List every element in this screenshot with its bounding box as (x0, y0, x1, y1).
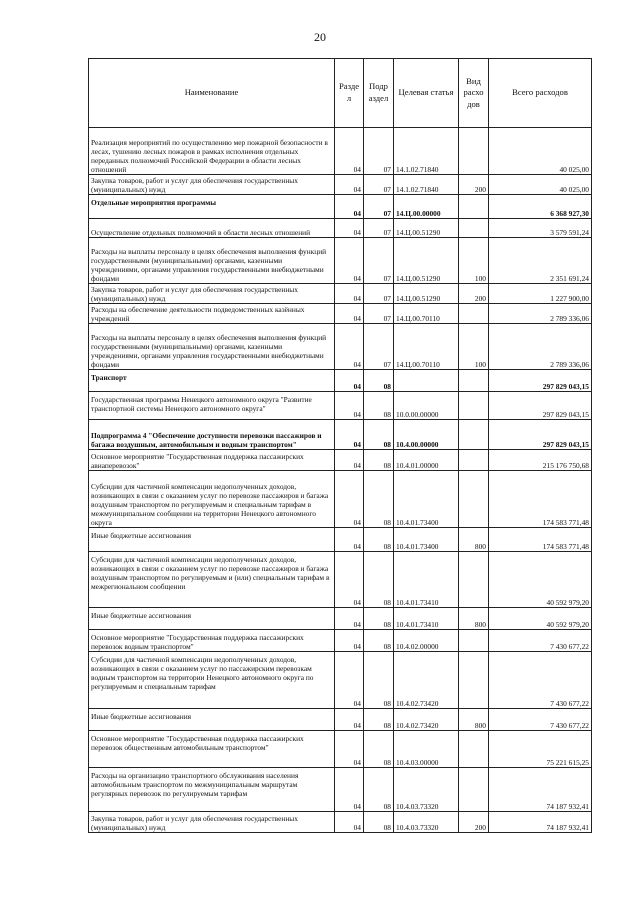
row-target-article: 14.1.02.71840 (394, 128, 459, 175)
row-subsection: 07 (364, 128, 394, 175)
row-section: 04 (335, 528, 364, 552)
row-subsection: 07 (364, 304, 394, 324)
row-subsection: 08 (364, 812, 394, 833)
row-target-article: 10.4.01.73400 (394, 471, 459, 528)
table-row (89, 608, 592, 630)
row-expense-type: 100 (459, 238, 489, 284)
row-expense-type (459, 652, 489, 709)
table-header-row (89, 59, 592, 128)
row-target-article (394, 370, 459, 392)
row-section: 04 (335, 768, 364, 812)
row-section: 04 (335, 370, 364, 392)
header-total: Всего расходов (489, 59, 592, 128)
row-section: 04 (335, 812, 364, 833)
row-subsection: 08 (364, 630, 394, 652)
row-section: 04 (335, 324, 364, 370)
row-target-article: 10.0.00.00000 (394, 392, 459, 420)
row-amount: 40 592 979,20 (489, 608, 592, 630)
row-amount: 74 187 932,41 (489, 812, 592, 833)
row-target-article: 10.4.01.73410 (394, 552, 459, 608)
row-expense-type: 800 (459, 528, 489, 552)
row-name: Расходы на обеспечение деятельности подведомственных казённых учреждений (89, 304, 335, 324)
row-section: 04 (335, 392, 364, 420)
row-section: 04 (335, 630, 364, 652)
row-name: Закупка товаров, работ и услуг для обеспечения государственных (муниципальных) нужд (89, 175, 335, 195)
header-expense-type: Вид расхо дов (459, 59, 489, 128)
row-subsection: 08 (364, 392, 394, 420)
row-name: Субсидии для частичной компенсации недополученных доходов, возникающих в связи с оказанием услуг по перевозке пассажиров и багажа воздушным транспортом по регулируемым и (или) специальным тарифам в межрегиональном сообщении (89, 552, 335, 608)
table-row (89, 238, 592, 284)
row-section: 04 (335, 128, 364, 175)
row-target-article: 14.Ц.00.00000 (394, 195, 459, 219)
table-row (89, 471, 592, 528)
row-amount: 7 430 677,22 (489, 709, 592, 731)
row-subsection: 07 (364, 219, 394, 238)
row-section: 04 (335, 219, 364, 238)
row-name: Расходы на выплаты персоналу в целях обеспечения выполнения функций государственными (муниципальными) органами, казенными учреждениями, органами управления государственными внебюджетными фондами (89, 324, 335, 370)
row-target-article: 14.Ц.00.70110 (394, 304, 459, 324)
row-expense-type (459, 420, 489, 450)
table-row (89, 392, 592, 420)
row-section: 04 (335, 552, 364, 608)
table-row (89, 219, 592, 238)
row-amount: 2 789 336,06 (489, 324, 592, 370)
row-subsection: 08 (364, 528, 394, 552)
table-row (89, 128, 592, 175)
row-name: Государственная программа Ненецкого автономного округа "Развитие транспортной системы Ненецкого автономного округа" (89, 392, 335, 420)
row-target-article: 10.4.03.00000 (394, 731, 459, 768)
row-name: Реализация мероприятий по осуществлению мер пожарной безопасности в лесах, тушению лесных пожаров в рамках исполнения отдельных переданных полномочий Российской Федерации в области лесных отношений (89, 128, 335, 175)
row-section: 04 (335, 420, 364, 450)
row-expense-type: 800 (459, 709, 489, 731)
row-target-article: 14.Ц.00.51290 (394, 219, 459, 238)
row-subsection: 08 (364, 652, 394, 709)
row-target-article: 10.4.02.73420 (394, 652, 459, 709)
table-row (89, 450, 592, 471)
table-row (89, 552, 592, 608)
row-amount: 215 176 750,68 (489, 450, 592, 471)
row-name: Отдельные мероприятия программы (89, 195, 335, 219)
row-subsection: 08 (364, 552, 394, 608)
row-subsection: 07 (364, 175, 394, 195)
row-expense-type (459, 731, 489, 768)
row-name: Иные бюджетные ассигнования (89, 709, 335, 731)
row-amount: 7 430 677,22 (489, 630, 592, 652)
row-target-article: 10.4.02.73420 (394, 709, 459, 731)
table-row (89, 370, 592, 392)
row-name: Субсидии для частичной компенсации недополученных доходов, возникающих в связи с оказанием услуг по пассажирским перевозкам водным транспортом на территории Ненецкого автономного округа по регулируемым и специальным тарифам (89, 652, 335, 709)
row-target-article: 10.4.03.73320 (394, 768, 459, 812)
row-target-article: 10.4.01.73400 (394, 528, 459, 552)
row-subsection: 08 (364, 370, 394, 392)
row-amount: 40 025,00 (489, 175, 592, 195)
row-amount: 174 583 771,48 (489, 528, 592, 552)
row-target-article: 10.4.03.73320 (394, 812, 459, 833)
row-section: 04 (335, 238, 364, 284)
row-target-article: 10.4.02.00000 (394, 630, 459, 652)
table-row (89, 709, 592, 731)
table-row (89, 324, 592, 370)
row-name: Закупка товаров, работ и услуг для обеспечения государственных (муниципальных) нужд (89, 812, 335, 833)
budget-table (88, 58, 592, 833)
row-target-article: 14.Ц.00.51290 (394, 284, 459, 304)
row-amount: 74 187 932,41 (489, 768, 592, 812)
row-expense-type (459, 471, 489, 528)
row-expense-type (459, 768, 489, 812)
row-name: Иные бюджетные ассигнования (89, 608, 335, 630)
header-section: Разде л (335, 59, 364, 128)
row-amount: 40 025,00 (489, 128, 592, 175)
row-expense-type: 200 (459, 812, 489, 833)
row-amount: 3 579 591,24 (489, 219, 592, 238)
row-section: 04 (335, 608, 364, 630)
row-expense-type (459, 552, 489, 608)
header-subsection: Подр аздел (364, 59, 394, 128)
row-subsection: 08 (364, 709, 394, 731)
row-expense-type (459, 370, 489, 392)
row-amount: 297 829 043,15 (489, 392, 592, 420)
row-name: Расходы на организацию транспортного обслуживания населения автомобильным транспортом по межмуниципальным маршрутам регулярных перевозок по регулируемым тарифам (89, 768, 335, 812)
row-amount: 1 227 900,00 (489, 284, 592, 304)
table-row (89, 812, 592, 833)
row-target-article: 14.1.02.71840 (394, 175, 459, 195)
row-expense-type (459, 304, 489, 324)
row-name: Расходы на выплаты персоналу в целях обеспечения выполнения функций государственными (муниципальными) органами, казенными учреждениями, органами управления государственными внебюджетными фондами (89, 238, 335, 284)
row-target-article: 10.4.00.00000 (394, 420, 459, 450)
table-row (89, 420, 592, 450)
row-section: 04 (335, 709, 364, 731)
row-subsection: 08 (364, 450, 394, 471)
row-subsection: 08 (364, 608, 394, 630)
page-number: 20 (314, 30, 326, 44)
row-name: Закупка товаров, работ и услуг для обеспечения государственных (муниципальных) нужд (89, 284, 335, 304)
row-amount: 2 789 336,06 (489, 304, 592, 324)
row-subsection: 07 (364, 238, 394, 284)
row-section: 04 (335, 304, 364, 324)
row-target-article: 10.4.01.73410 (394, 608, 459, 630)
row-subsection: 07 (364, 195, 394, 219)
row-amount: 297 829 043,15 (489, 370, 592, 392)
row-section: 04 (335, 471, 364, 528)
row-expense-type: 800 (459, 608, 489, 630)
row-amount: 75 221 615,25 (489, 731, 592, 768)
row-section: 04 (335, 652, 364, 709)
row-section: 04 (335, 731, 364, 768)
row-subsection: 08 (364, 471, 394, 528)
row-expense-type (459, 450, 489, 471)
row-target-article: 14.Ц.00.70110 (394, 324, 459, 370)
row-section: 04 (335, 175, 364, 195)
row-expense-type (459, 128, 489, 175)
row-name: Транспорт (89, 370, 335, 392)
row-subsection: 08 (364, 731, 394, 768)
row-amount: 7 430 677,22 (489, 652, 592, 709)
row-amount: 6 368 927,30 (489, 195, 592, 219)
row-section: 04 (335, 195, 364, 219)
row-name: Субсидии для частичной компенсации недополученных доходов, возникающих в связи с оказанием услуг по перевозке пассажиров и багажа воздушным транспортом по регулируемым и специальным тарифам в межмуниципальном сообщении на территории Ненецкого автономного округа (89, 471, 335, 528)
row-name: Основное мероприятие "Государственная поддержка пассажирских перевозок водным транспортом" (89, 630, 335, 652)
row-expense-type (459, 219, 489, 238)
table-row (89, 175, 592, 195)
table-row (89, 195, 592, 219)
table-row (89, 768, 592, 812)
row-expense-type: 200 (459, 284, 489, 304)
row-expense-type (459, 195, 489, 219)
row-name: Подпрограмма 4 "Обеспечение доступности перевозки пассажиров и багажа воздушным, автомобильным и водным транспортом" (89, 420, 335, 450)
row-name: Основное мероприятие "Государственная поддержка пассажирских перевозок общественным автомобильным транспортом" (89, 731, 335, 768)
row-expense-type (459, 630, 489, 652)
row-name: Основное мероприятие "Государственная поддержка пассажирских авиаперевозок" (89, 450, 335, 471)
row-subsection: 07 (364, 284, 394, 304)
row-name: Иные бюджетные ассигнования (89, 528, 335, 552)
row-amount: 174 583 771,48 (489, 471, 592, 528)
row-section: 04 (335, 284, 364, 304)
row-section: 04 (335, 450, 364, 471)
row-name: Осуществление отдельных полномочий в области лесных отношений (89, 219, 335, 238)
row-amount: 297 829 043,15 (489, 420, 592, 450)
row-amount: 2 351 691,24 (489, 238, 592, 284)
row-subsection: 07 (364, 324, 394, 370)
table-row (89, 630, 592, 652)
row-subsection: 08 (364, 768, 394, 812)
row-amount: 40 592 979,20 (489, 552, 592, 608)
table-row (89, 528, 592, 552)
table-row (89, 284, 592, 304)
header-target-article: Целевая статья (394, 59, 459, 128)
row-expense-type: 100 (459, 324, 489, 370)
table-row (89, 304, 592, 324)
row-expense-type: 200 (459, 175, 489, 195)
row-target-article: 14.Ц.00.51290 (394, 238, 459, 284)
row-target-article: 10.4.01.00000 (394, 450, 459, 471)
row-subsection: 08 (364, 420, 394, 450)
table-row (89, 731, 592, 768)
table-row (89, 652, 592, 709)
header-name: Наименование (89, 59, 335, 128)
row-expense-type (459, 392, 489, 420)
